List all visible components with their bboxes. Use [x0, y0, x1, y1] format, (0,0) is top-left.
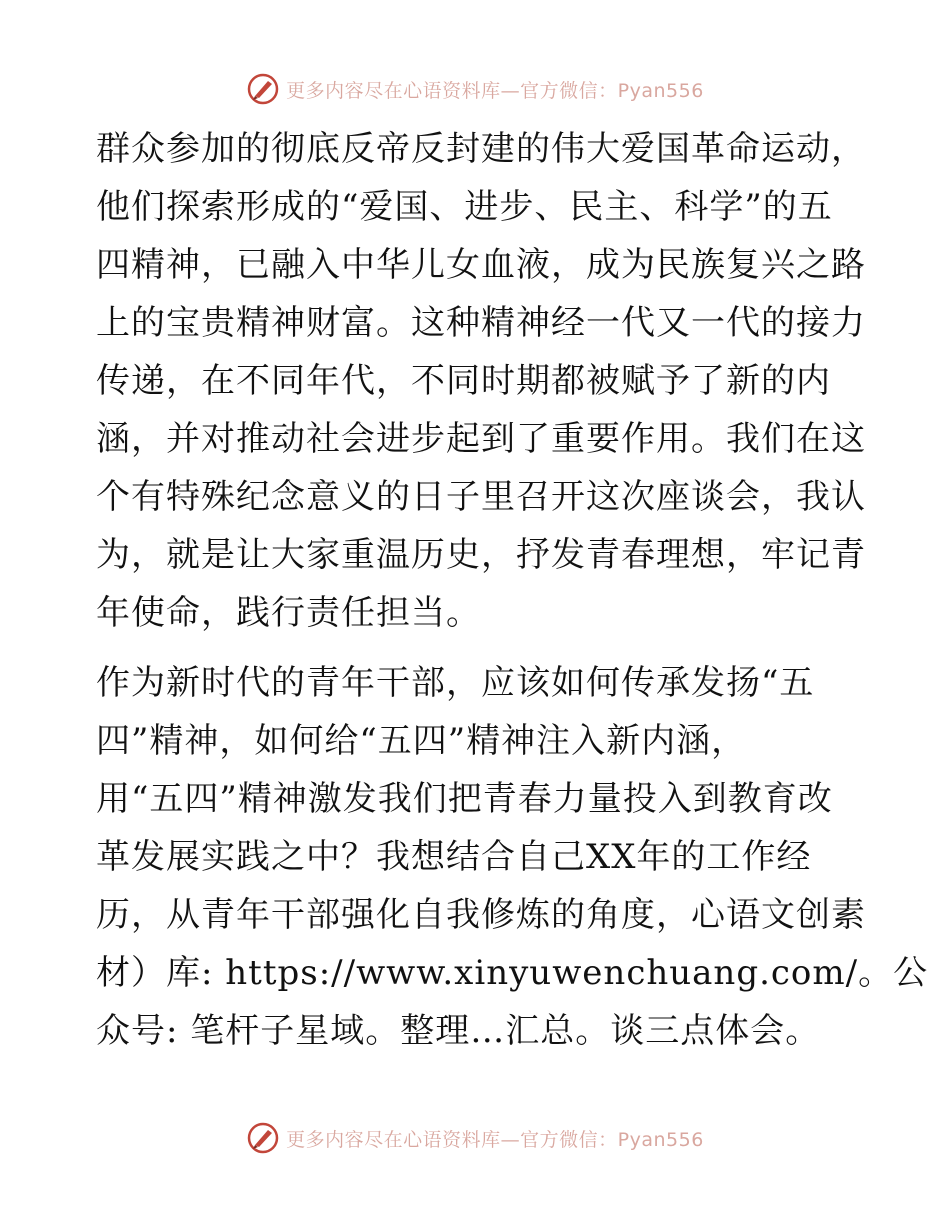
text-line: 他们探索形成的“爱国、进步、民主、科学”的五 [96, 187, 833, 227]
text-line: 个有特殊纪念意义的日子里召开这次座谈会，我认 [96, 477, 866, 517]
wechat-id: Pyan556 [617, 1128, 704, 1151]
quill-pen-logo-icon [246, 1121, 280, 1155]
text-line: 涵，并对推动社会进步起到了重要作用。我们在这 [96, 419, 866, 459]
text-line: 历，从青年干部强化自我修炼的角度，心语文创素 [96, 895, 866, 935]
header-watermark [0, 72, 950, 106]
paragraph [96, 120, 866, 642]
text-line: 用“五四”精神激发我们把青春力量投入到教育改 [96, 779, 833, 819]
wechat-id: Pyan556 [617, 79, 704, 102]
text-line: 四精神，已融入中华儿女血液，成为民族复兴之路 [96, 245, 866, 285]
text-line: 群众参加的彻底反帝反封建的伟大爱国革命运动， [96, 129, 866, 169]
paragraph [96, 654, 929, 1060]
text-line: 年使命，践行责任担当。 [96, 593, 481, 633]
text-line: 上的宝贵精神财富。这种精神经一代又一代的接力 [96, 303, 866, 343]
footer-watermark [0, 1121, 950, 1155]
text-line: 传递，在不同年代，不同时期都被赋予了新的内 [96, 361, 831, 401]
document-body [96, 120, 929, 1060]
text-line: 众号: 笔杆子星域。整理…汇总。谈三点体会。 [96, 1011, 821, 1051]
quill-pen-logo-icon [246, 72, 280, 106]
text-line: 为，就是让大家重温历史，抒发青春理想，牢记青 [96, 535, 866, 575]
text-line: 革发展实践之中？我想结合自己XX年的工作经 [96, 837, 812, 877]
text-line: 材）库: https://www.xinyuwenchuang.com/。公 [96, 953, 929, 993]
text-line: 四”精神，如何给“五四”精神注入新内涵， [96, 721, 747, 761]
text-line: 作为新时代的青年干部，应该如何传承发扬“五 [96, 663, 815, 703]
watermark-text: 更多内容尽在心语资料库—官方微信：Pyan556 [286, 1128, 704, 1151]
watermark-text: 更多内容尽在心语资料库—官方微信：Pyan556 [286, 79, 704, 102]
